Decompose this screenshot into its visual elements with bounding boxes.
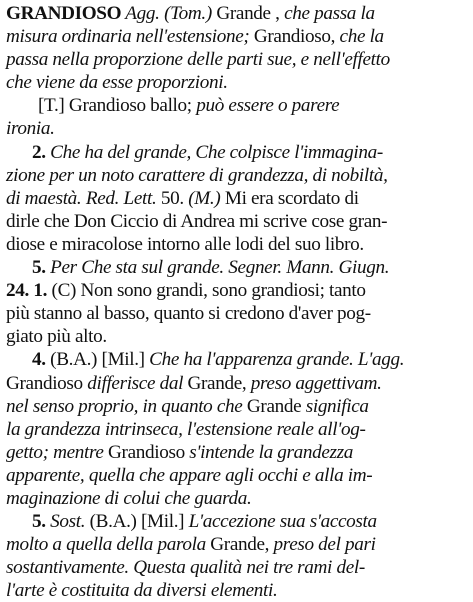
text-fragment: nel senso proprio, in quanto che — [6, 395, 243, 417]
text-fragment: Che ha l'apparenza grande. L'agg. — [149, 349, 405, 371]
text-fragment: [T.] — [38, 95, 65, 117]
text-fragment: differisce dal — [87, 372, 184, 394]
sense-number: 5. — [32, 257, 46, 279]
text-line — [6, 187, 468, 210]
text-fragment: zione per un noto carattere di grandezza, di nobiltà, — [6, 164, 388, 186]
sense-number: 2. — [32, 141, 46, 163]
text-line — [6, 141, 468, 164]
text-fragment: Che ha del grande, Che colpisce l'immagina- — [45, 141, 383, 163]
text-line — [6, 302, 468, 325]
text-line — [6, 441, 468, 464]
text-fragment: preso aggettivam. — [250, 372, 382, 394]
sense-number: 4. — [32, 349, 46, 371]
text-line — [6, 164, 468, 187]
text-fragment: giato più alto. — [6, 326, 107, 348]
text-line — [6, 48, 468, 71]
text-fragment: (C) Non sono grandi, sono grandiosi; tanto — [47, 280, 366, 302]
text-line — [6, 71, 468, 94]
text-line — [6, 510, 468, 533]
text-fragment: L'accezione sua s'accosta — [188, 511, 377, 533]
text-fragment: Grandioso, — [249, 26, 340, 48]
text-line — [6, 25, 468, 48]
text-fragment: di maestà. Red. Lett. — [6, 187, 157, 209]
text-fragment: preso del pari — [273, 534, 376, 556]
text-fragment: l'arte è costituita da diversi elementi. — [6, 580, 278, 602]
text-fragment: Sost. — [45, 511, 90, 533]
text-line — [6, 579, 468, 602]
text-line — [6, 395, 468, 418]
text-fragment: 24. 1. — [6, 280, 48, 302]
text-fragment: Per Che sta sul grande. Segner. Mann. Giugn. — [45, 257, 390, 279]
text-line — [6, 279, 468, 302]
text-line — [6, 348, 468, 371]
text-fragment: Grandioso ballo; — [64, 95, 197, 117]
text-fragment: Grande — [242, 395, 306, 417]
text-fragment: (B.A.) [Mil.] — [89, 511, 189, 533]
text-fragment: s'intende la grandezza — [189, 441, 354, 463]
text-fragment: Grandioso — [103, 441, 190, 463]
text-fragment: la grandezza intrinseca, l'estensione reale all'og- — [6, 418, 366, 440]
text-line — [6, 256, 468, 279]
text-fragment: Mi era scordato di — [220, 187, 359, 209]
sense-number: 5. — [32, 511, 46, 533]
text-line — [6, 210, 468, 233]
text-line — [6, 556, 468, 579]
dictionary-entry — [6, 2, 468, 602]
text-fragment: dirle che Don Ciccio di Andrea mi scrive cose gran- — [6, 210, 388, 232]
text-fragment: apparente, quella che appare agli occhi e alla im- — [6, 464, 373, 486]
headword: GRANDIOSO — [6, 3, 122, 24]
text-fragment: Grande, — [183, 372, 251, 394]
text-fragment: sostantivamente. Questa qualità nei tre rami del- — [6, 557, 365, 579]
text-fragment: Grande, — [205, 534, 274, 556]
text-fragment: ironia. — [6, 118, 55, 140]
text-fragment: che la — [339, 26, 384, 48]
text-line — [6, 94, 468, 117]
text-line — [6, 418, 468, 441]
text-fragment: maginazione di colui che guarda. — [6, 487, 252, 509]
text-line — [6, 2, 468, 25]
text-line — [6, 117, 468, 140]
text-fragment: misura ordinaria nell'estensione; — [6, 26, 250, 48]
text-fragment: (M.) — [188, 187, 221, 209]
text-line — [6, 325, 468, 348]
text-fragment: (Tom.) — [164, 3, 212, 24]
text-fragment: Grande , — [211, 3, 285, 24]
text-fragment: Grandioso — [6, 372, 88, 394]
text-line — [6, 464, 468, 487]
text-fragment: passa nella proporzione delle parti sue, e nell'effetto — [6, 49, 390, 71]
text-fragment: 50. — [156, 187, 189, 209]
text-fragment: getto; mentre — [6, 441, 104, 463]
text-fragment: significa — [305, 395, 369, 417]
text-fragment: può essere o parere — [196, 95, 340, 117]
text-line — [6, 233, 468, 256]
text-fragment: Agg. — [121, 3, 165, 24]
text-fragment: più stanno al basso, quanto si credono d'aver pog- — [6, 303, 371, 325]
text-line — [6, 372, 468, 395]
text-fragment: che passa la — [284, 3, 375, 24]
text-fragment: (B.A.) [Mil.] — [45, 349, 150, 371]
text-fragment: diose e miracolose intorno alle lodi del suo libro. — [6, 233, 364, 255]
text-fragment: molto a quella della parola — [6, 534, 206, 556]
text-line — [6, 487, 468, 510]
text-fragment: che viene da esse proporzioni. — [6, 72, 228, 94]
text-line — [6, 533, 468, 556]
